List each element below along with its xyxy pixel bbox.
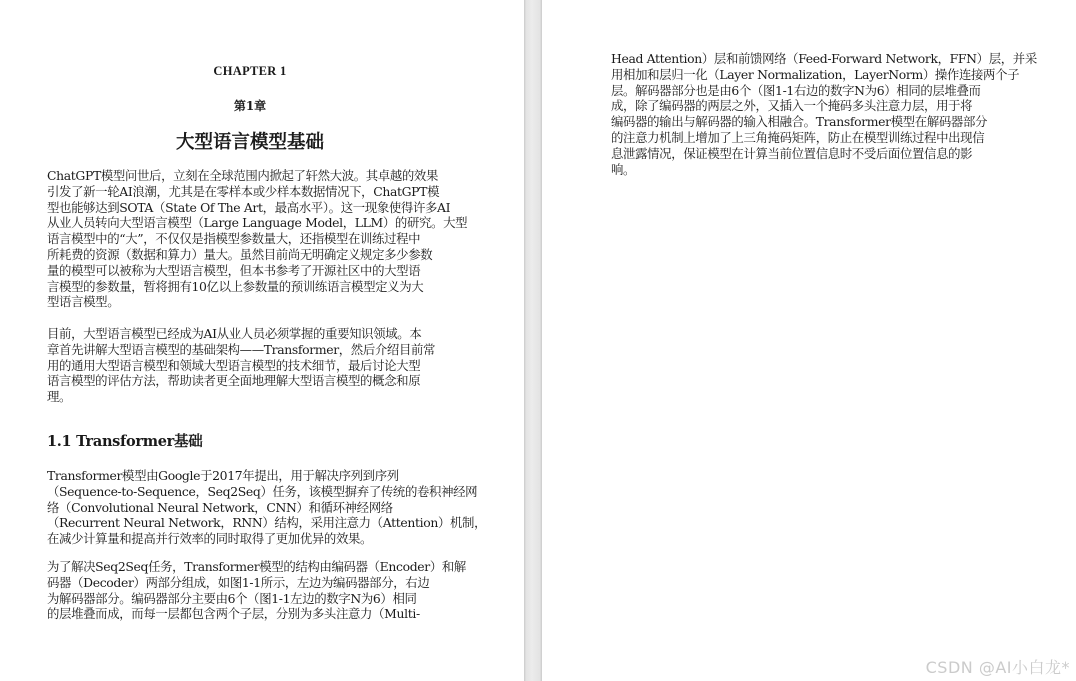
text-line: 息泄露情况，保证模型在计算当前位置信息时不受后面位置信息的影	[611, 145, 973, 161]
chapter-label: CHAPTER 1	[213, 64, 287, 78]
chapter-number: 第1章	[233, 99, 267, 113]
csdn-watermark: CSDN @AI小白龙*	[925, 658, 1070, 677]
text-line: 在减少计算量和提高并行效率的同时取得了更加优异的效果。	[47, 531, 373, 547]
chapter-title: 大型语言模型基础	[175, 132, 324, 153]
text-line: 量的模型可以被称为大型语言模型，但本书参考了开源社区中的大型语	[47, 262, 421, 278]
text-line: 用的通用大型语言模型和领域大型语言模型的技术细节，最后讨论大型	[47, 357, 421, 373]
section-heading: 1.1 Transformer基础	[47, 433, 203, 450]
text-line: 章首先讲解大型语言模型的基础架构——Transformer，然后介绍目前常	[47, 341, 436, 357]
text-line: 理。	[47, 389, 72, 405]
text-line: 响。	[611, 161, 636, 177]
text-line: 型也能够达到SOTA（State Of The Art，最高水平）。这一现象使得许多AI	[47, 199, 451, 215]
text-line: 语言模型的评估方法，帮助读者更全面地理解大型语言模型的概念和原	[47, 373, 421, 389]
text-line: 编码器的输出与解码器的输入相融合。Transformer模型在解码器部分	[611, 114, 988, 130]
text-line: 言模型的参数量，暂将拥有10亿以上参数量的预训练语言模型定义为大	[47, 278, 424, 294]
decoder-paragraph	[611, 51, 1037, 177]
text-line: 层。解码器部分也是由6个（图1-1右边的数字N为6）相同的层堆叠而	[611, 82, 981, 98]
text-line: 为解码器部分。编码器部分主要由6个（图1-1左边的数字N为6）相同	[47, 590, 417, 606]
text-line: （Sequence-to-Sequence，Seq2Seq）任务，该模型摒弃了传统的卷积神经网	[47, 483, 478, 499]
left-page	[0, 0, 524, 681]
text-line: 型语言模型。	[47, 294, 120, 310]
text-line: ChatGPT模型问世后，立刻在全球范围内掀起了轩然大波。其卓越的效果	[47, 168, 439, 183]
text-line: 为了解决Seq2Seq任务，Transformer模型的结构由编码器（Encoder）和解	[47, 559, 466, 574]
text-line: 用相加和层归一化（Layer Normalization，LayerNorm）操作连接两个子	[611, 66, 1020, 82]
transformer-intro-paragraph	[47, 468, 486, 547]
text-line: Transformer模型由Google于2017年提出，用于解决序列到序列	[47, 468, 399, 483]
chapter-overview-paragraph	[47, 326, 435, 405]
text-line: 的层堆叠而成，而每一层都包含两个子层，分别为多头注意力（Multi-	[47, 606, 420, 622]
text-line: 语言模型中的“大”，不仅仅是指模型参数量大，还指模型在训练过程中	[47, 231, 421, 247]
text-line: （Recurrent Neural Network，RNN）结构，采用注意力（Attention）机制，	[47, 515, 487, 531]
intro-paragraph	[47, 168, 467, 310]
text-line: 码器（Decoder）两部分组成，如图1-1所示，左边为编码器部分，右边	[47, 574, 430, 590]
encoder-decoder-paragraph	[47, 559, 466, 622]
right-page	[542, 0, 1076, 681]
page-gutter	[524, 0, 542, 681]
text-line: 络（Convolutional Neural Network，CNN）和循环神经网络	[47, 499, 393, 515]
text-line: 从业人员转向大型语言模型（Large Language Model，LLM）的研究。大型	[47, 215, 468, 231]
text-line: 成，除了编码器的两层之外，又插入一个掩码多头注意力层，用于将	[611, 98, 973, 114]
text-line: 引发了新一轮AI浪潮，尤其是在零样本或少样本数据情况下，ChatGPT模	[47, 183, 440, 199]
text-line: Head Attention）层和前馈网络（Feed-Forward Network，FFN）层，并采	[611, 51, 1037, 66]
text-line: 所耗费的资源（数据和算力）量大。虽然目前尚无明确定义规定多少参数	[47, 246, 433, 262]
text-line: 目前，大型语言模型已经成为AI从业人员必须掌握的重要知识领域。本	[47, 326, 422, 341]
text-line: 的注意力机制上增加了上三角掩码矩阵，防止在模型训练过程中出现信	[611, 129, 985, 145]
